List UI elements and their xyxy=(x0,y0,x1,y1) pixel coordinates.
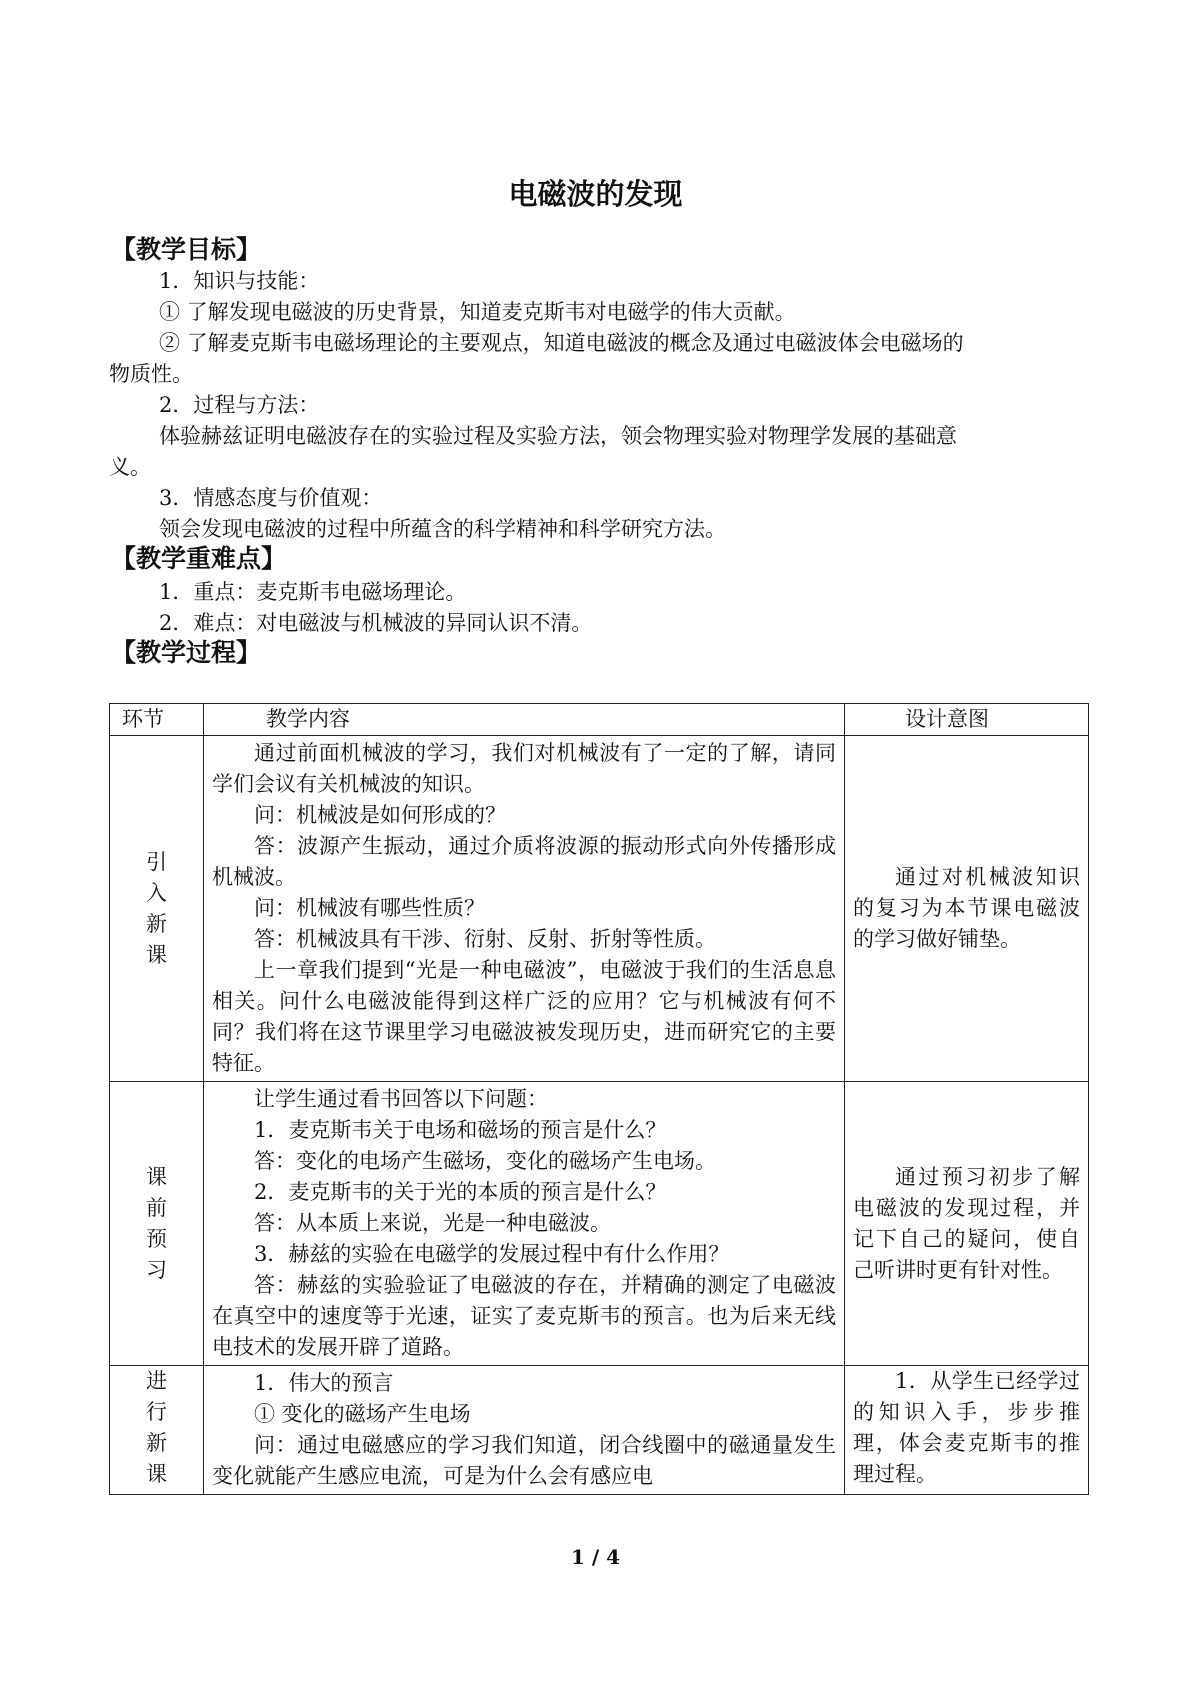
header-stage: 环节 xyxy=(110,704,204,736)
intent-cell xyxy=(845,1366,1089,1495)
content-paragraph: 答：赫兹的实验验证了电磁波的存在，并精确的测定了电磁波在真空中的速度等于光速，证实了麦克斯韦的预言。也为后来无线电技术的发展开辟了道路。 xyxy=(212,1273,836,1359)
objective-item-2a-line1: 体验赫兹证明电磁波存在的实验过程及实验方法，领会物理实验对物理学发展的基础意 xyxy=(159,424,957,448)
content-paragraph: ① 变化的磁场产生电场 xyxy=(254,1402,471,1426)
lesson-table xyxy=(109,703,1089,1495)
stage-cell xyxy=(110,1366,204,1495)
key-point-2: 2．难点：对电磁波与机械波的异同认识不清。 xyxy=(159,611,593,635)
content-cell xyxy=(204,1082,845,1366)
content-paragraph: 上一章我们提到“光是一种电磁波”，电磁波于我们的生活息息相关。问什么电磁波能得到这样广泛的应用？它与机械波有何不同？我们将在这节课里学习电磁波被发现历史，进而研究它的主要特征。 xyxy=(212,958,836,1075)
stage-cell xyxy=(110,736,204,1082)
objective-item-1a: ① 了解发现电磁波的历史背景，知道麦克斯韦对电磁学的伟大贡献。 xyxy=(159,300,796,324)
page-title: 电磁波的发现 xyxy=(508,177,683,211)
stage-char: 前 xyxy=(146,1195,167,1220)
content-paragraph: 3．赫兹的实验在电磁学的发展过程中有什么作用？ xyxy=(254,1242,730,1266)
objective-item-2: 2．过程与方法： xyxy=(159,393,320,417)
objectives-heading: 【教学目标】 xyxy=(111,235,262,264)
objective-item-3a: 领会发现电磁波的过程中所蕴含的科学精神和科学研究方法。 xyxy=(159,517,726,541)
content-paragraph: 答：从本质上来说，光是一种电磁波。 xyxy=(254,1211,611,1235)
content-paragraph: 通过前面机械波的学习，我们对机械波有了一定的了解，请同学们会议有关机械波的知识。 xyxy=(212,741,836,796)
objective-item-1b-line1: ② 了解麦克斯韦电磁场理论的主要观点，知道电磁波的概念及通过电磁波体会电磁场的 xyxy=(159,331,964,355)
table-header-row xyxy=(110,704,1089,736)
header-content: 教学内容 xyxy=(204,704,845,736)
content-paragraph: 2．麦克斯韦的关于光的本质的预言是什么？ xyxy=(254,1180,667,1204)
key-point-1: 1．重点：麦克斯韦电磁场理论。 xyxy=(159,580,467,604)
content-paragraph: 让学生通过看书回答以下问题： xyxy=(254,1087,548,1111)
stage-char: 新 xyxy=(146,911,167,936)
content-paragraph: 1．麦克斯韦关于电场和磁场的预言是什么？ xyxy=(254,1118,667,1142)
table-row xyxy=(110,1082,1089,1366)
stage-char: 课 xyxy=(146,942,167,967)
content-paragraph: 答：变化的电场产生磁场，变化的磁场产生电场。 xyxy=(254,1149,716,1173)
stage-char: 进 xyxy=(146,1369,167,1393)
key-points-heading: 【教学重难点】 xyxy=(111,544,287,573)
content-paragraph: 答：机械波具有干涉、衍射、反射、折射等性质。 xyxy=(254,927,716,951)
stage-char: 课 xyxy=(146,1462,167,1486)
process-heading: 【教学过程】 xyxy=(111,638,262,667)
content-cell xyxy=(204,1366,845,1495)
stage-char: 新 xyxy=(146,1431,167,1455)
intent-paragraph: 1．从学生已经学过的知识入手，步步推理，体会麦克斯韦的推理过程。 xyxy=(853,1369,1080,1486)
stage-char: 引 xyxy=(146,849,167,874)
intent-cell xyxy=(845,736,1089,1082)
table-row xyxy=(110,1366,1089,1495)
intent-paragraph: 通过对机械波知识的复习为本节课电磁波的学习做好铺垫。 xyxy=(853,865,1080,951)
objective-item-1b-line2: 物质性。 xyxy=(109,362,193,386)
objective-item-2a-line2: 义。 xyxy=(109,455,151,479)
content-cell xyxy=(204,736,845,1082)
stage-cell xyxy=(110,1082,204,1366)
content-paragraph: 问：机械波有哪些性质？ xyxy=(254,896,485,920)
content-paragraph: 1．伟大的预言 xyxy=(254,1371,394,1395)
stage-char: 行 xyxy=(146,1400,167,1424)
objective-item-3: 3．情感态度与价值观： xyxy=(159,486,383,510)
stage-char: 课 xyxy=(146,1164,167,1189)
header-intent: 设计意图 xyxy=(845,704,1089,736)
content-paragraph: 问：通过电磁感应的学习我们知道，闭合线圈中的磁通量发生变化就能产生感应电流，可是为什么会有感应电 xyxy=(212,1433,836,1488)
table-row xyxy=(110,736,1089,1082)
intent-cell xyxy=(845,1082,1089,1366)
stage-char: 入 xyxy=(146,880,167,905)
objective-item-1: 1．知识与技能： xyxy=(159,269,320,293)
intent-paragraph: 通过预习初步了解电磁波的发现过程，并记下自己的疑问，使自己听讲时更有针对性。 xyxy=(853,1164,1080,1282)
page-number: 1 / 4 xyxy=(570,1545,621,1569)
content-paragraph: 答：波源产生振动，通过介质将波源的振动形式向外传播形成机械波。 xyxy=(212,834,836,889)
content-paragraph: 问：机械波是如何形成的？ xyxy=(254,803,506,827)
stage-char: 预 xyxy=(146,1226,167,1251)
stage-char: 习 xyxy=(146,1257,167,1282)
